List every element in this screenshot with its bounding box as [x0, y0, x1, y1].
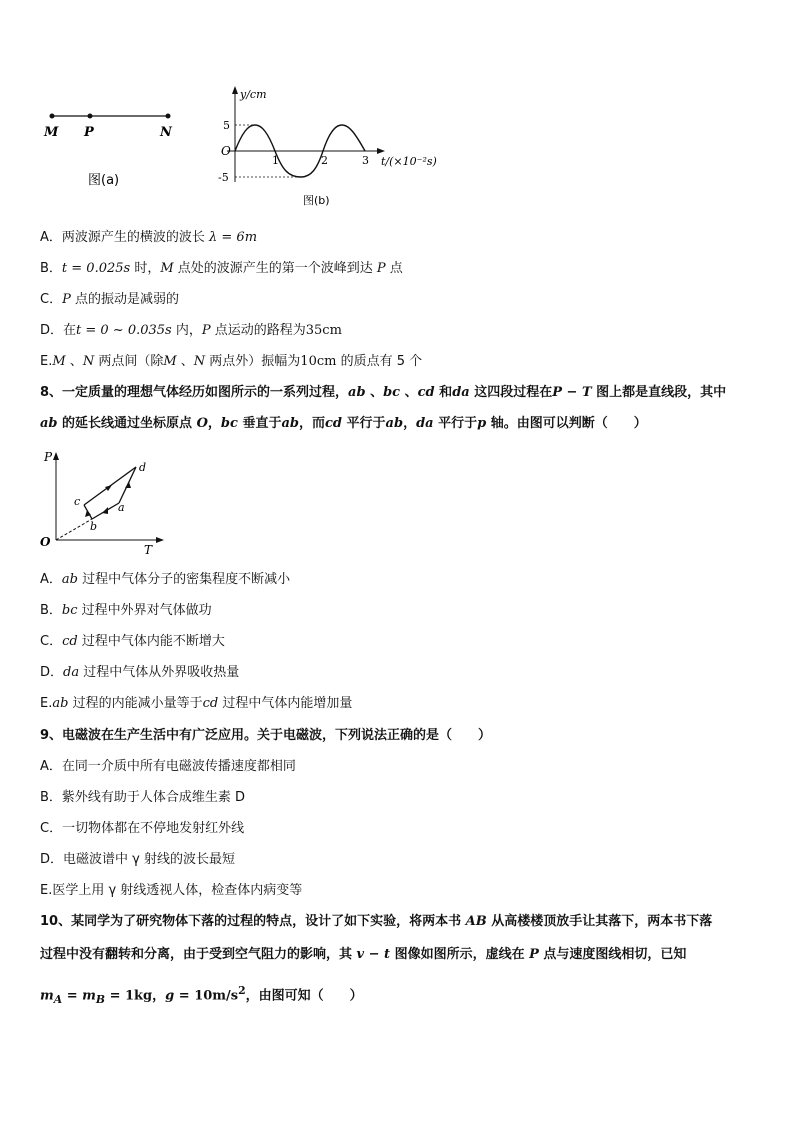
q7-d-text: 内，: [171, 323, 202, 338]
q8-c-math: cd: [62, 634, 78, 649]
q9-option-a: A．在同一介质中所有电磁波传播速度都相同: [40, 759, 296, 774]
x-tick-3: 3: [362, 154, 369, 167]
q7-e-text: 两点间（除: [94, 354, 164, 369]
q7-e-text: E.: [40, 354, 53, 369]
q7-e-text: 、: [176, 354, 194, 369]
q8-d-text: D．: [40, 665, 64, 680]
point-b: b: [90, 520, 98, 533]
q10-math: A: [53, 992, 63, 1006]
q8-text: ，: [207, 416, 221, 431]
label-n: N: [160, 125, 172, 140]
q10-math: = 1kg: [105, 988, 153, 1004]
q8-math: ab: [281, 416, 299, 431]
q8-text: 垂直于: [237, 416, 282, 431]
q8-a-text: 过程中气体分子的密集程度不断减小: [77, 572, 291, 587]
q7-e-text: 、: [65, 354, 83, 369]
q7-option-d: [40, 322, 342, 340]
q8-math: da: [452, 385, 470, 400]
q8-math: p: [477, 416, 487, 431]
q8-d-math: da: [63, 665, 80, 680]
q10-text: ，: [152, 988, 166, 1004]
q7-e-math: M: [52, 354, 66, 369]
point-a: a: [118, 501, 125, 514]
x-axis-label: t/(×10⁻²s): [381, 155, 437, 168]
q10-math: 2: [238, 984, 246, 997]
q8-math: ab: [385, 416, 404, 431]
caption-b: 图(b): [303, 194, 330, 207]
t-label: T: [144, 543, 153, 557]
q8-option-b: [40, 602, 212, 620]
q9-stem: 9、电磁波在生产生活中有广泛应用。关于电磁波，下列说法正确的是（ ）: [40, 728, 492, 743]
q7-e-math: N: [82, 354, 95, 369]
q8-b-text: 过程中外界对气体做功: [77, 603, 212, 618]
q8-math: bc: [383, 385, 401, 400]
q10-math: AB: [465, 914, 487, 929]
y-axis-label: y/cm: [240, 88, 267, 101]
q10-stem-line2: [40, 946, 686, 964]
ab-extension: [56, 519, 92, 540]
q7-d-text: D．在: [40, 323, 77, 338]
q8-math: da: [416, 416, 434, 431]
q8-text: 8、一定质量的理想气体经历如图所示的一系列过程，: [40, 385, 349, 400]
q9-option-d: D．电磁波谱中 γ 射线的波长最短: [40, 852, 235, 867]
caption-a: 图(a): [88, 173, 120, 188]
q8-c-text: 过程中气体内能不断增大: [77, 634, 225, 649]
q8-text: ，而: [298, 416, 325, 431]
q8-stem-line2: [40, 415, 647, 433]
y-tick-5: 5: [223, 119, 230, 132]
q7-d-math: P: [201, 323, 211, 338]
q8-text: 和: [434, 385, 453, 400]
q8-math: ab: [40, 416, 58, 431]
q7-a-text: A．两波源产生的横波的波长: [40, 230, 210, 245]
label-m: M: [44, 125, 59, 140]
q7-b-text: 点: [385, 261, 403, 276]
figure-a: [40, 100, 190, 200]
q7-c-math: P: [62, 292, 71, 307]
q8-option-c: [40, 633, 225, 651]
q8-e-text: 过程中气体内能增加量: [218, 696, 353, 711]
q10-stem-line1: [40, 913, 712, 931]
q8-text: 图上都是直线段，其中: [591, 385, 727, 400]
q9-option-e: E.医学上用 γ 射线透视人体，检查体内病变等: [40, 883, 303, 898]
q7-option-b: [40, 260, 403, 278]
q8-option-d: [40, 664, 239, 682]
q8-text: 这四段过程在: [469, 385, 553, 400]
q8-text: 的延长线通过坐标原点: [57, 416, 197, 431]
q7-e-text: 两点外）振幅为: [205, 354, 301, 369]
q7-a-math: λ = 6m: [209, 230, 258, 245]
q9-option-c: C．一切物体都在不停地发射红外线: [40, 821, 245, 836]
q7-b-text: B．: [40, 261, 62, 276]
q10-text: 过程中没有翻转和分离，由于受到空气阻力的影响，其: [40, 947, 357, 962]
q8-e-text: 过程的内能减小量等于: [68, 696, 203, 711]
point-d: d: [139, 461, 147, 474]
x-tick-1: 1: [272, 154, 279, 167]
q10-math: P: [529, 947, 539, 962]
q8-math: cd: [417, 385, 435, 400]
y-tick-neg5: -5: [218, 171, 229, 184]
q8-a-text: A．: [40, 572, 62, 587]
arrow-ab: [102, 507, 108, 514]
point-m: [50, 114, 55, 119]
origin-label: O: [40, 535, 51, 549]
arrow-cd: [105, 485, 112, 491]
q8-text: 平行于: [342, 416, 386, 431]
q8-text: ，: [403, 416, 417, 431]
q10-math: = 10m/s: [174, 988, 239, 1004]
q8-option-e: [40, 695, 352, 713]
q8-e-math: cd: [202, 696, 219, 711]
q7-e-math: N: [193, 354, 206, 369]
q10-stem-line3: [40, 982, 363, 1009]
q10-math: v − t: [356, 947, 391, 962]
q7-e-math: M: [163, 354, 177, 369]
q10-math: =: [62, 988, 83, 1004]
q8-text: 、: [365, 385, 384, 400]
q7-option-a: [40, 229, 257, 247]
q8-text: 轴。由图可以判断（ ）: [486, 416, 647, 431]
q8-text: 、: [400, 385, 418, 400]
y-arrow: [232, 86, 238, 94]
q7-b-math: t = 0.025s: [61, 261, 131, 276]
q8-option-a: [40, 571, 290, 589]
q8-math: cd: [325, 416, 343, 431]
q9-option-b: B．紫外线有助于人体合成维生素 D: [40, 790, 246, 805]
q7-option-c: [40, 291, 179, 309]
q10-math: g: [165, 988, 175, 1004]
q7-b-math: M: [160, 261, 174, 276]
q8-e-math: ab: [52, 696, 69, 711]
q8-b-text: B．: [40, 603, 62, 618]
q8-math: O: [196, 416, 208, 431]
q10-text: 10、某同学为了研究物体下落的过程的特点，设计了如下实验，将两本书: [40, 914, 466, 929]
point-p: [88, 114, 93, 119]
q7-c-text: 点的振动是减弱的: [70, 292, 179, 307]
q7-c-text: C．: [40, 292, 63, 307]
q10-math: m: [40, 988, 54, 1004]
q8-math: bc: [220, 416, 238, 431]
q8-d-text: 过程中气体从外界吸收热量: [79, 665, 240, 680]
pt-diagram: [36, 446, 176, 558]
p-label: P: [44, 450, 53, 464]
q7-option-e: [40, 353, 422, 371]
q7-e-value: 10cm: [300, 354, 337, 369]
q8-math: ab: [348, 385, 366, 400]
t-arrow: [156, 537, 164, 543]
q10-text: 点与速度图线相切，已知: [538, 947, 687, 962]
q10-text: ，由图可知（ ）: [245, 988, 363, 1004]
q8-a-math: ab: [61, 572, 78, 587]
figure-b: [215, 82, 455, 212]
q10-text: 从高楼楼顶放手让其落下，两本书下落: [486, 914, 713, 929]
x-tick-2: 2: [321, 154, 328, 167]
q8-b-math: bc: [61, 603, 78, 618]
point-c: c: [74, 495, 81, 508]
p-arrow: [53, 452, 59, 460]
x-arrow: [377, 148, 385, 154]
q7-d-text: 点运动的路程为: [210, 323, 306, 338]
q8-stem-line1: [40, 384, 726, 402]
point-n: [166, 114, 171, 119]
q8-e-text: E.: [40, 696, 53, 711]
q10-math: m: [82, 988, 96, 1004]
q10-math: B: [95, 992, 106, 1006]
label-p: P: [84, 125, 94, 140]
q7-b-text: 点处的波源产生的第一个波峰到达: [173, 261, 377, 276]
q7-d-value: 35cm: [305, 323, 342, 338]
q7-e-text: 的质点有 5 个: [336, 354, 423, 369]
q8-math: P − T: [552, 385, 592, 400]
q7-b-text: 时，: [130, 261, 161, 276]
q10-text: 图像如图所示，虚线在: [390, 947, 530, 962]
q7-d-math: t = 0 ~ 0.035s: [76, 323, 172, 338]
origin-label: O: [221, 144, 231, 158]
q7-b-math: P: [376, 261, 386, 276]
q8-text: 平行于: [433, 416, 478, 431]
q8-c-text: C．: [40, 634, 63, 649]
